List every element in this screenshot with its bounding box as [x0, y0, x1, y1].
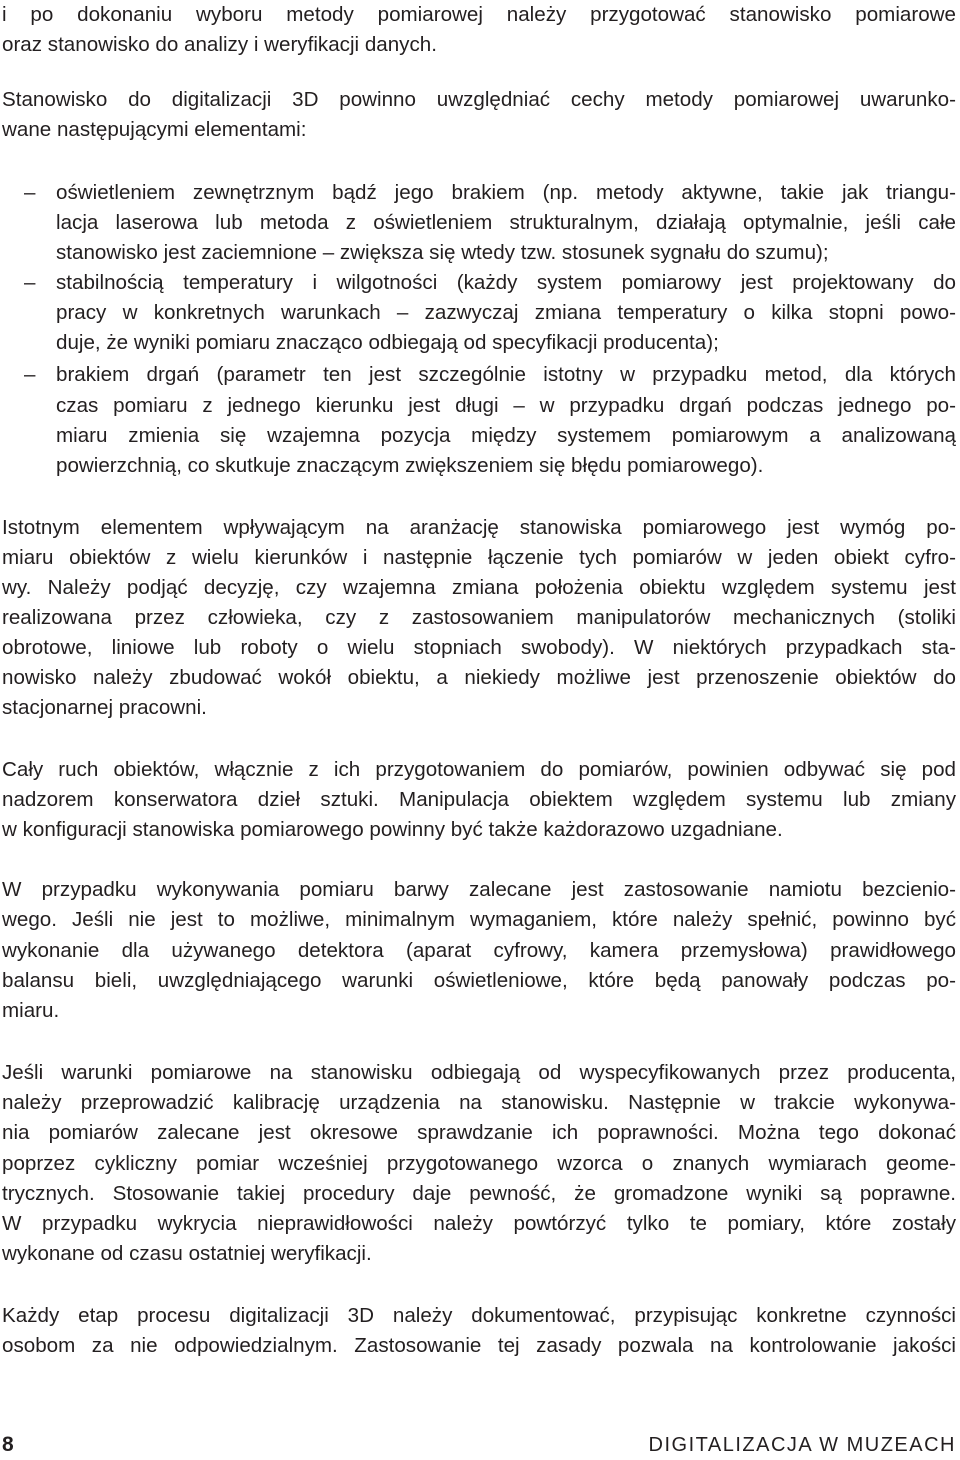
text-line: nowisko należy zbudować wokół obiektu, a niekiedy możliwe jest przenoszenie obiektów do [2, 666, 956, 689]
text-line: wane następującymi elementami: [2, 118, 307, 141]
text-line: osobom za nie odpowiedzialnym. Zastosowanie tej zasady pozwala na kontrolowanie jakości [2, 1334, 956, 1357]
text-line: miaru zmienia się wzajemna pozycja między systemem pomiarowym a analizowaną [56, 424, 956, 447]
text-line: należy przeprowadzić kalibrację urządzenia na stanowisku. Następnie w trakcie wykonywa- [2, 1091, 956, 1114]
text-line: wego. Jeśli nie jest to możliwe, minimalnym wymaganiem, które należy spełnić, powinno być [2, 908, 956, 931]
text-line: w konfiguracji stanowiska pomiarowego powinny być także każdorazowo uzgadniane. [2, 818, 783, 841]
text-line: Stanowisko do digitalizacji 3D powinno uwzględniać cechy metody pomiarowej uwarunko- [2, 88, 956, 111]
dash-marker: – [24, 181, 36, 204]
text-line: W przypadku wykonywania pomiaru barwy zalecane jest zastosowanie namiotu bezcienio- [2, 878, 956, 901]
text-line: oświetleniem zewnętrznym bądź jego brakiem (np. metody aktywne, takie jak triangu- [56, 181, 956, 204]
text-line: miaru. [2, 999, 60, 1022]
text-line: stanowisko jest zaciemnione – zwiększa się wtedy tzw. stosunek sygnału do szumu); [56, 241, 829, 264]
text-line: brakiem drgań (parametr ten jest szczególnie istotny w przypadku metod, dla których [56, 363, 956, 386]
text-line: balansu bieli, uwzględniającego warunki oświetleniowe, które będą panowały podczas po- [2, 969, 956, 992]
text-line: stacjonarnej pracowni. [2, 696, 207, 719]
page-number: 8 [2, 1433, 14, 1456]
dash-marker: – [24, 363, 36, 386]
text-line: powierzchnią, co skutkuje znaczącym zwiększeniem się błędu pomiarowego). [56, 454, 764, 477]
text-line: miaru obiektów z wielu kierunków i następnie łączenie tych pomiarów w jeden obiekt cyfro- [2, 546, 956, 569]
text-line: duje, że wyniki pomiaru znacząco odbiegają od specyfikacji producenta); [56, 331, 719, 354]
text-line: wykonanie dla używanego detektora (aparat cyfrowy, kamera przemysłowa) prawidłowego [2, 939, 956, 962]
text-line: stabilnością temperatury i wilgotności (każdy system pomiarowy jest projektowany do [56, 271, 956, 294]
text-line: Jeśli warunki pomiarowe na stanowisku odbiegają od wyspecyfikowanych przez producenta, [2, 1061, 956, 1084]
dash-marker: – [24, 271, 36, 294]
text-line: pracy w konkretnych warunkach – zazwyczaj zmiana temperatury o kilka stopni powo- [56, 301, 956, 324]
text-line: trycznych. Stosowanie takiej procedury daje pewność, że gromadzone wyniki są poprawne. [2, 1182, 956, 1205]
text-line: wykonane od czasu ostatniej weryfikacji. [2, 1242, 372, 1265]
running-title: DIGITALIZACJA W MUZEACH [648, 1434, 956, 1456]
page-footer [2, 1430, 956, 1460]
text-line: realizowana przez człowieka, czy z zastosowaniem manipulatorów mechanicznych (stoliki [2, 606, 956, 629]
text-line: W przypadku wykrycia nieprawidłowości należy powtórzyć tylko te pomiary, które zostały [2, 1212, 956, 1235]
text-line: Istotnym elementem wpływającym na aranżację stanowiska pomiarowego jest wymóg po- [2, 516, 956, 539]
text-line: Każdy etap procesu digitalizacji 3D należy dokumentować, przypisując konkretne czynności [2, 1304, 956, 1327]
text-line: lacja laserowa lub metoda z oświetleniem strukturalnym, działają optymalnie, jeśli całe [56, 211, 956, 234]
text-line: i po dokonaniu wyboru metody pomiarowej należy przygotować stanowisko pomiarowe [2, 3, 956, 26]
text-line: nadzorem konserwatora dzieł sztuki. Manipulacja obiektem względem systemu lub zmiany [2, 788, 956, 811]
text-line: wy. Należy podjąć decyzję, czy wzajemna zmiana położenia obiektu względem systemu jest [2, 576, 956, 599]
text-line: oraz stanowisko do analizy i weryfikacji danych. [2, 33, 437, 56]
text-line: czas pomiaru z jednego kierunku jest długi – w przypadku drgań podczas jednego po- [56, 394, 956, 417]
text-line: Cały ruch obiektów, włącznie z ich przygotowaniem do pomiarów, powinien odbywać się pod [2, 758, 956, 781]
text-line: poprzez cykliczny pomiar wcześniej przygotowanego wzorca o znanych wymiarach geome- [2, 1152, 956, 1175]
text-line: obrotowe, liniowe lub roboty o wielu stopniach swobody). W niektórych przypadkach sta- [2, 636, 956, 659]
text-line: nia pomiarów zalecane jest okresowe sprawdzanie ich poprawności. Można tego dokonać [2, 1121, 956, 1144]
